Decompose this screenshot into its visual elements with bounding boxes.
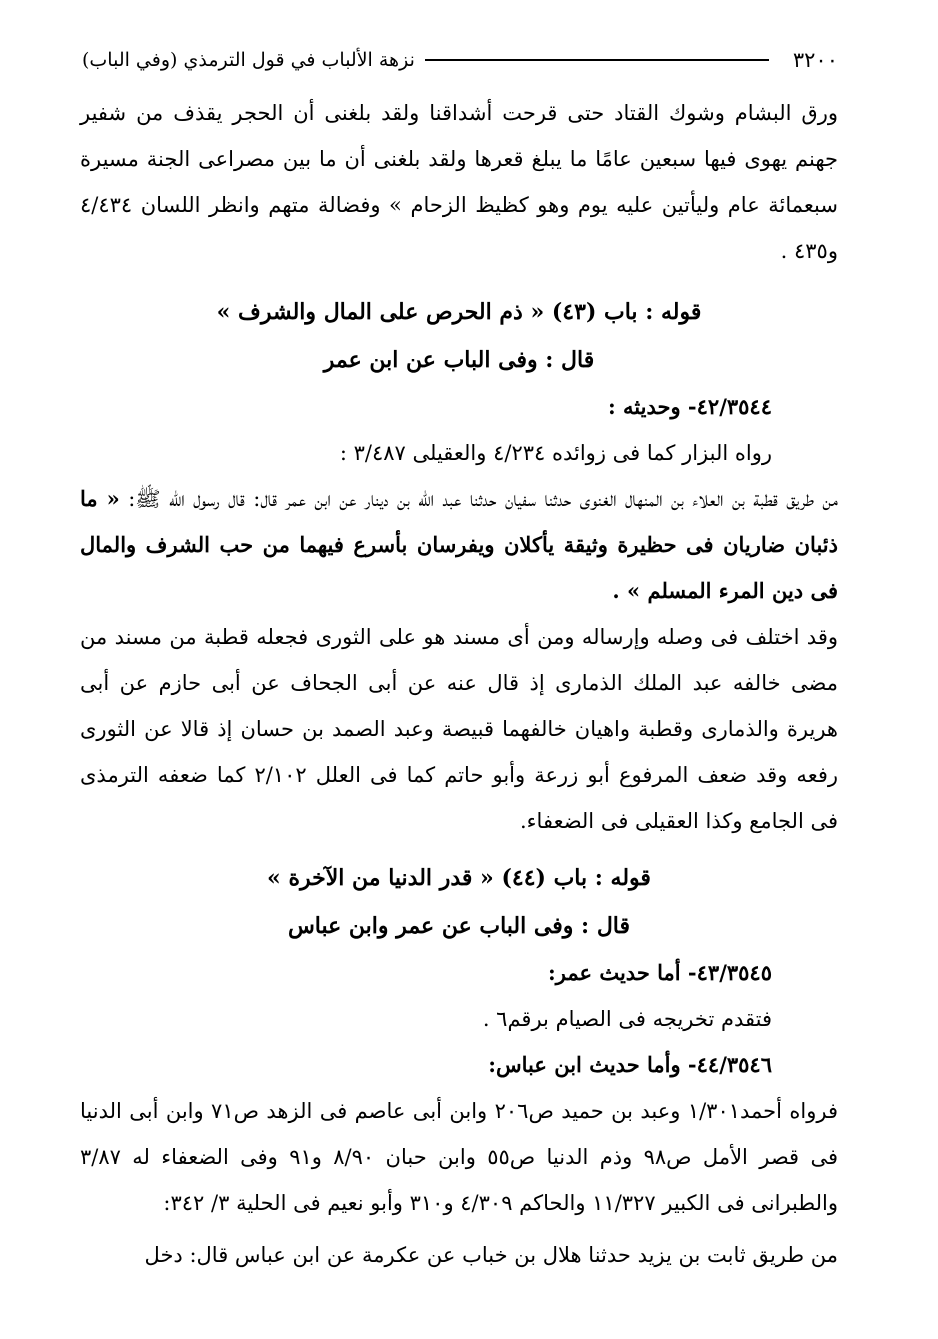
intro-paragraph: ورق البشام وشوك القتاد حتى قرحت أشداقنا ولقد بلغنى أن الحجر يقذف من شفير جهنم يهوى فيها سبعين عامًا ما يبلغ قعرها ولقد بلغنى أن ما بين مصراعى الجنة مسيرة سبعمائة عام وليأتين عليه يوم وهو كظيظ الزحام » وفضالة متهم وانظر اللسان ٤/٤٣٤ و٤٣٥ . <box>80 101 838 263</box>
chapter-43-title: قوله : باب (٤٣) « ذم الحرص على المال والشرف » <box>216 299 702 325</box>
chapter-44-title: قوله : باب (٤٤) « قدر الدنيا من الآخرة » <box>267 865 651 891</box>
hadith-3546-isnad: من طريق ثابت بن يزيد حدثنا هلال بن خباب عن عكرمة عن ابن عباس قال: دخل <box>144 1243 838 1267</box>
chapter-44-subtitle: قال : وفى الباب عن عمر وابن عباس <box>287 913 631 939</box>
hadith-3544-commentary: وقد اختلف فى وصله وإرساله ومن أى مسند هو على الثورى فجعله قطبة من مسند من مضى خالفه عبد الملك الذمارى إذ قال عنه عن أبى الجحاف عن أبى حازم عن أبى هريرة والذمارى وقطبة واهيان خالفهما قبيصة وعبد الصمد بن حسان إذ قالا عن الثورى رفعه وقد ضعف المرفوع أبو زرعة وأبو حاتم كما فى العلل ٢/١٠٢ كما ضعفه الترمذى فى الجامع وكذا العقيلى فى الضعفاء. <box>80 625 838 833</box>
hadith-3544-chain: من طريق قطبة بن العلاء بن المنهال الغنوى حدثنا سفيان حدثنا عبد الله بن دينار عن ابن عمر قال: قال رسول الله ﷺ: <box>119 487 838 511</box>
hadith-3544-source: رواه البزار كما فى زوائده ٤/٢٣٤ والعقيلى ٣/٤٨٧ : <box>339 441 772 465</box>
page-body <box>80 90 838 1278</box>
hadith-3546-sources: فرواه أحمد١/٣٠١ وعبد بن حميد ص٢٠٦ وابن أبى عاصم فى الزهد ص٧١ وابن أبى الدنيا فى قصر الأمل ص٩٨ وذم الدنيا ص٥٥ وابن حبان ٨/٩٠ و٩١ وفى الضعفاء له ٣/٨٧ والطبرانى فى الكبير ١١/٣٢٧ والحاكم ٤/٣٠٩ و٣١٠ وأبو نعيم فى الحلية ٣/ ٣٤٢: <box>80 1099 839 1215</box>
hadith-3546-heading: ٤٤/٣٥٤٦- وأما حديث ابن عباس: <box>488 1052 772 1077</box>
hadith-3545-heading: ٤٣/٣٥٤٥- أما حديث عمر: <box>548 960 772 985</box>
hadith-3544-heading: ٤٢/٣٥٤٤- وحديثه : <box>607 394 772 419</box>
chapter-43-subtitle: قال : وفى الباب عن ابن عمر <box>323 347 595 373</box>
running-header <box>82 42 838 78</box>
running-title: نزهة الألباب في قول الترمذي (وفي الباب) <box>82 49 415 71</box>
section-gap <box>80 844 838 854</box>
header-rule <box>425 59 769 61</box>
hadith-3545-text: فتقدم تخريجه فى الصيام برقم٦ . <box>482 1007 772 1031</box>
hadith-3544-isnad <box>80 476 838 614</box>
hadith-3544-matn: « ما ذئبان ضاريان فى حظيرة وثيقة يأكلان ويفرسان بأسرع فيهما من حب الشرف والمال فى دين المرء المسلم » . <box>80 486 838 603</box>
page-number: ٣٢٠٠ <box>792 48 838 72</box>
